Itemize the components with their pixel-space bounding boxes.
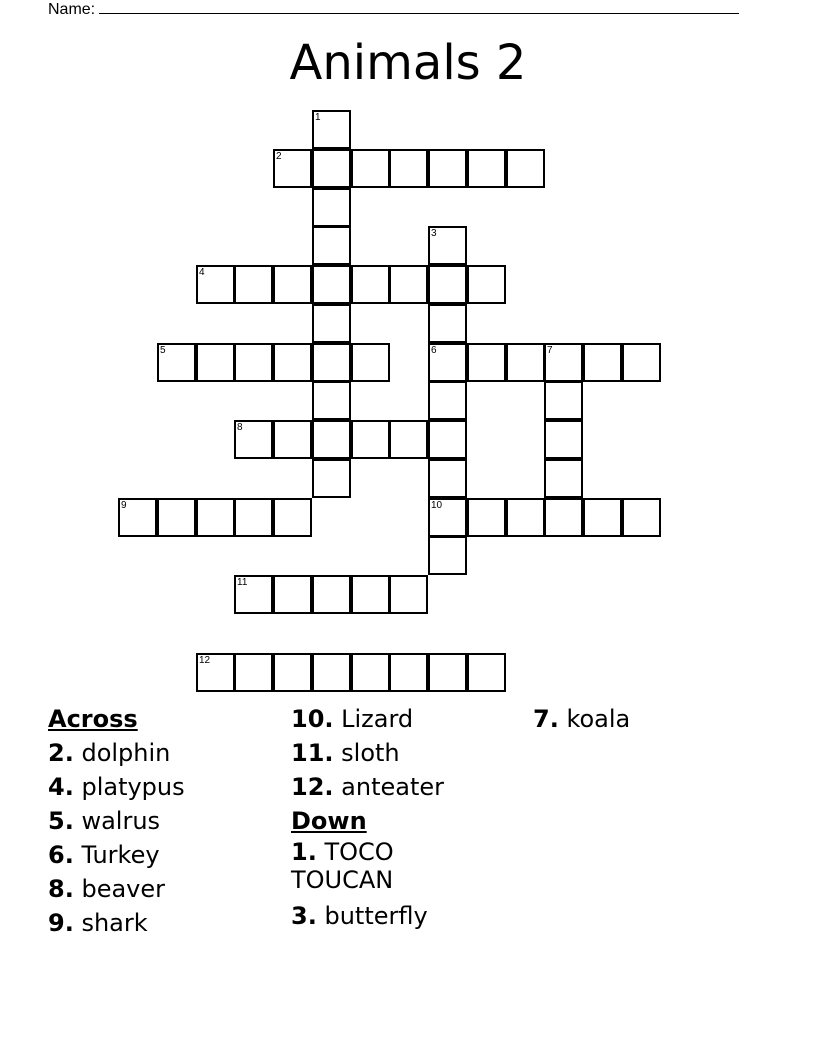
clue-number: 4 (199, 267, 205, 278)
grid-cell[interactable] (467, 653, 506, 692)
clue-text: butterfly (316, 902, 428, 930)
clue-text: Lizard (333, 705, 414, 733)
grid-cell[interactable] (389, 420, 428, 459)
down-clue (291, 899, 444, 933)
grid-cell[interactable] (118, 498, 157, 537)
grid-cell[interactable] (273, 575, 312, 614)
grid-cell[interactable] (544, 498, 583, 537)
clue-number-label: 3. (291, 902, 317, 930)
name-label: Name: (48, 1, 96, 18)
grid-cell[interactable] (467, 343, 506, 382)
down-clue-list-continued (533, 702, 630, 736)
grid-cell[interactable] (312, 381, 351, 420)
clue-number-label: 6. (48, 841, 74, 869)
grid-cell[interactable] (351, 420, 390, 459)
clue-number: 9 (121, 500, 127, 511)
clue-text: dolphin (73, 739, 171, 767)
grid-cell[interactable] (312, 653, 351, 692)
clue-number-label: 11. (291, 739, 334, 767)
across-clue (291, 702, 444, 736)
grid-cell[interactable] (273, 498, 312, 537)
clue-text: Turkey (73, 841, 160, 869)
grid-cell[interactable] (506, 149, 545, 188)
down-clue (291, 838, 441, 894)
grid-cell[interactable] (273, 343, 312, 382)
clue-number: 6 (431, 345, 437, 356)
clue-number: 11 (237, 577, 248, 588)
grid-cell[interactable] (312, 226, 351, 265)
grid-cell[interactable] (467, 149, 506, 188)
clue-text: koala (558, 705, 631, 733)
grid-cell[interactable] (351, 653, 390, 692)
clue-number-label: 1. (291, 838, 317, 866)
down-heading: Down (291, 807, 367, 835)
across-clue (48, 736, 185, 770)
grid-cell[interactable] (234, 575, 273, 614)
across-clue (291, 770, 444, 804)
grid-cell[interactable] (312, 149, 351, 188)
grid-cell[interactable] (312, 304, 351, 343)
down-clue (533, 702, 630, 736)
clue-text: shark (73, 909, 148, 937)
grid-cell[interactable] (428, 226, 467, 265)
grid-cell[interactable] (506, 498, 545, 537)
grid-cell[interactable] (157, 498, 196, 537)
grid-cell[interactable] (428, 498, 467, 537)
clue-number: 3 (431, 228, 437, 239)
clue-number-label: 9. (48, 909, 74, 937)
clue-number-label: 7. (533, 705, 559, 733)
grid-cell[interactable] (234, 343, 273, 382)
across-clue (48, 770, 185, 804)
grid-cell[interactable] (583, 498, 622, 537)
clue-number-label: 8. (48, 875, 74, 903)
clues-column-1 (48, 702, 185, 940)
clues-column-3 (533, 702, 630, 736)
grid-cell[interactable] (273, 265, 312, 304)
grid-cell[interactable] (467, 498, 506, 537)
clue-number-label: 4. (48, 773, 74, 801)
across-clue (48, 906, 185, 940)
grid-cell[interactable] (312, 343, 351, 382)
across-clue (291, 736, 444, 770)
grid-cell[interactable] (389, 265, 428, 304)
across-clue-list (48, 736, 185, 940)
grid-cell[interactable] (273, 149, 312, 188)
clue-number: 12 (199, 655, 211, 666)
grid-cell[interactable] (196, 265, 235, 304)
clue-text: beaver (73, 875, 165, 903)
grid-cell[interactable] (428, 459, 467, 498)
grid-cell[interactable] (312, 265, 351, 304)
clue-text: platypus (73, 773, 185, 801)
clue-number: 1 (315, 112, 321, 123)
clue-number: 8 (237, 422, 243, 433)
grid-cell[interactable] (351, 265, 390, 304)
grid-cell[interactable] (351, 343, 390, 382)
clue-number-label: 12. (291, 773, 334, 801)
clue-number: 5 (160, 345, 166, 356)
page-title: Animals 2 (289, 35, 527, 91)
grid-cell[interactable] (428, 653, 467, 692)
clue-number: 7 (547, 345, 553, 356)
clue-number-label: 5. (48, 807, 74, 835)
grid-cell[interactable] (428, 149, 467, 188)
grid-cell[interactable] (389, 653, 428, 692)
grid-cell[interactable] (428, 343, 467, 382)
grid-cell[interactable] (428, 420, 467, 459)
grid-cell[interactable] (234, 498, 273, 537)
grid-cell[interactable] (312, 420, 351, 459)
grid-cell[interactable] (544, 459, 583, 498)
across-clue (48, 804, 185, 838)
clue-text: sloth (333, 739, 400, 767)
grid-cell[interactable] (428, 381, 467, 420)
grid-cell[interactable] (389, 149, 428, 188)
grid-cell[interactable] (622, 498, 661, 537)
grid-cell[interactable] (428, 265, 467, 304)
grid-cell[interactable] (428, 304, 467, 343)
grid-cell[interactable] (196, 498, 235, 537)
grid-cell[interactable] (312, 188, 351, 227)
grid-cell[interactable] (351, 575, 390, 614)
clue-text: anteater (333, 773, 444, 801)
clues-column-2 (291, 702, 444, 933)
grid-cell[interactable] (312, 459, 351, 498)
grid-cell[interactable] (196, 343, 235, 382)
across-heading: Across (48, 705, 138, 733)
clue-number-label: 10. (291, 705, 334, 733)
grid-cell[interactable] (196, 653, 235, 692)
down-clue-list (291, 838, 444, 933)
grid-cell[interactable] (467, 265, 506, 304)
clue-number: 10 (431, 500, 443, 511)
grid-cell[interactable] (234, 265, 273, 304)
across-clue (48, 872, 185, 906)
grid-cell[interactable] (389, 575, 428, 614)
grid-cell[interactable] (544, 343, 583, 382)
across-clue (48, 838, 185, 872)
grid-cell[interactable] (622, 343, 661, 382)
grid-cell[interactable] (506, 343, 545, 382)
grid-cell[interactable] (234, 420, 273, 459)
clue-number: 2 (276, 151, 282, 162)
grid-cell[interactable] (312, 110, 351, 149)
grid-cell[interactable] (428, 536, 467, 575)
clue-text: walrus (73, 807, 161, 835)
clue-number-label: 2. (48, 739, 74, 767)
grid-cell[interactable] (157, 343, 196, 382)
grid-cell[interactable] (312, 575, 351, 614)
across-clue-list-continued (291, 702, 444, 804)
clue-text: TOCO TOUCAN (291, 838, 394, 894)
grid-cell[interactable] (351, 149, 390, 188)
grid-cell[interactable] (544, 420, 583, 459)
grid-cell[interactable] (273, 653, 312, 692)
grid-cell[interactable] (583, 343, 622, 382)
grid-cell[interactable] (234, 653, 273, 692)
grid-cell[interactable] (544, 381, 583, 420)
grid-cell[interactable] (273, 420, 312, 459)
